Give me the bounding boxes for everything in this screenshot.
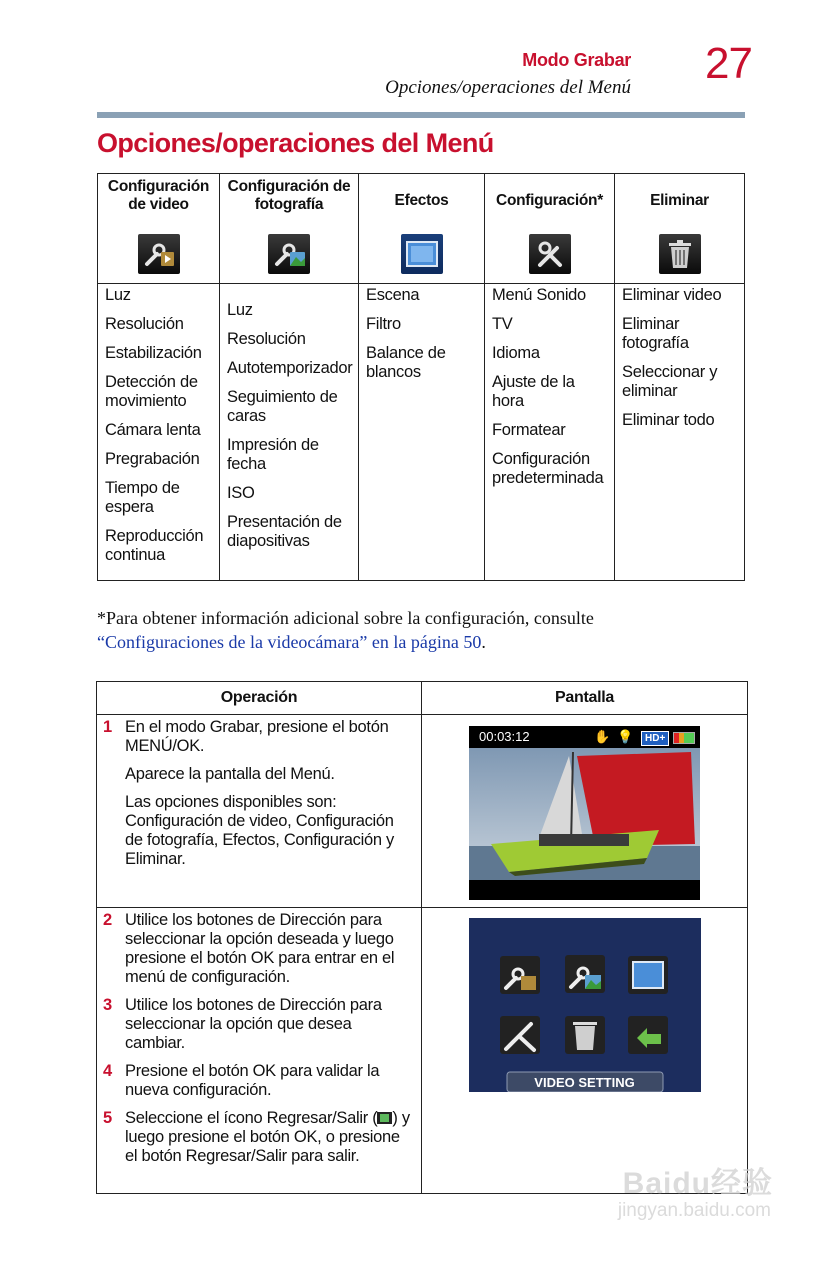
- screen-cell: [422, 908, 748, 1194]
- screen-cell: [422, 715, 748, 908]
- step-text: En el modo Grabar, presione el botón MENÚ/OK.: [125, 718, 389, 755]
- list-item: Escena: [366, 286, 420, 304]
- list-item: Ajuste de la hora: [492, 373, 575, 410]
- list-item: Seleccionar y eliminar: [622, 363, 718, 400]
- step-note: Las opciones disponibles son: Configuración de video, Configuración de fotografía, Efectos, Configuración y Eliminar.: [125, 793, 394, 868]
- list-item: TV: [492, 315, 513, 333]
- step-4: [103, 1062, 415, 1100]
- setting-icon: [500, 1016, 540, 1054]
- page-title: Opciones/operaciones del Menú: [97, 128, 494, 158]
- operations-table: [96, 681, 748, 1194]
- list-item: Detección de movimiento: [105, 373, 198, 410]
- video-setting-icon: [500, 956, 540, 994]
- setting-items: [485, 284, 615, 581]
- recording-time: 00:03:12: [479, 729, 530, 744]
- header-rule: [97, 112, 745, 118]
- list-item: Balance de blancos: [366, 344, 446, 381]
- list-item: ISO: [227, 484, 255, 502]
- light-bulb-icon: 💡: [617, 729, 634, 744]
- list-item: Seguimiento de caras: [227, 388, 338, 425]
- col-setting: [485, 174, 615, 284]
- watermark-logo: Baidu经验: [622, 1167, 773, 1200]
- step-1: [103, 718, 415, 756]
- list-item: Resolución: [105, 315, 184, 333]
- col-screen: Pantalla: [422, 682, 748, 715]
- operation-cell: [97, 715, 422, 908]
- step-5: [103, 1109, 415, 1166]
- photo-setting-items: [220, 284, 359, 581]
- menu-header-row: [98, 174, 745, 284]
- list-item: Idioma: [492, 344, 540, 362]
- photo-setting-icon: [268, 234, 310, 274]
- delete-items: [615, 284, 745, 581]
- list-item: Autotemporizador: [227, 359, 353, 377]
- settings-page-link[interactable]: “Configuraciones de la videocámara” en la página 50: [97, 632, 482, 652]
- step-text: [125, 1109, 415, 1166]
- resolution-badge: HD+: [641, 731, 669, 746]
- list-item: Reproducción continua: [105, 527, 204, 564]
- footnote-end: .: [481, 632, 486, 652]
- list-item: Pregrabación: [105, 450, 200, 468]
- menu-items-row: [98, 284, 745, 581]
- photo-setting-icon: [565, 955, 605, 993]
- list-item: Luz: [105, 286, 131, 304]
- footnote: [97, 606, 757, 654]
- list-item: Filtro: [366, 315, 401, 333]
- ops-row-2: [97, 908, 748, 1194]
- step-text-after: ) y luego presione el botón OK, o presione el botón Regresar/Salir para salir.: [125, 1109, 410, 1165]
- step-number: 4: [103, 1062, 112, 1080]
- col-label: Configuración*: [496, 192, 603, 209]
- watermark-url: jingyan.baidu.com: [617, 1200, 771, 1221]
- video-setting-icon: [138, 234, 180, 274]
- list-item: Eliminar todo: [622, 411, 715, 429]
- col-operation: Operación: [97, 682, 422, 715]
- list-item: Eliminar fotografía: [622, 315, 689, 352]
- ops-header-row: [97, 682, 748, 715]
- setting-icon: [529, 234, 571, 274]
- list-item: Estabilización: [105, 344, 202, 362]
- col-label: Configuración de video: [107, 178, 210, 213]
- effects-items: [359, 284, 485, 581]
- col-label: Configuración de fotografía: [227, 178, 351, 213]
- step-text: Utilice los botones de Dirección para seleccionar la opción que desea cambiar.: [125, 996, 382, 1052]
- effects-icon: [628, 956, 668, 994]
- list-item: Tiempo de espera: [105, 479, 180, 516]
- col-effects: [359, 174, 485, 284]
- menu-options-table: [97, 173, 745, 581]
- col-label: Efectos: [394, 192, 449, 209]
- page-number: 27: [705, 39, 752, 88]
- list-item: Resolución: [227, 330, 306, 348]
- trash-icon: [565, 1016, 605, 1054]
- step-text: Presione el botón OK para validar la nueva configuración.: [125, 1062, 380, 1099]
- footnote-text: *Para obtener información adicional sobre la configuración, consulte: [97, 608, 594, 628]
- hand-stabilizer-icon: ✋: [594, 729, 611, 744]
- step-number: 5: [103, 1109, 112, 1127]
- col-delete: [615, 174, 745, 284]
- step-2: [103, 911, 415, 987]
- camera-preview-screen: [469, 726, 700, 900]
- list-item: Luz: [227, 301, 253, 319]
- menu-screen-label: VIDEO SETTING: [534, 1075, 635, 1090]
- back-exit-icon: [628, 1016, 668, 1054]
- back-exit-icon: [377, 1112, 392, 1124]
- operation-cell: [97, 908, 422, 1194]
- step-number: 3: [103, 996, 112, 1014]
- list-item: Presentación de diapositivas: [227, 513, 342, 550]
- step-text-before: Seleccione el ícono Regresar/Salir (: [125, 1109, 378, 1127]
- list-item: Eliminar video: [622, 286, 722, 304]
- list-item: Formatear: [492, 421, 566, 439]
- list-item: Menú Sonido: [492, 286, 586, 304]
- section-title: Modo Grabar: [522, 50, 631, 70]
- menu-screen: [469, 918, 701, 1092]
- battery-icon: [673, 732, 695, 744]
- step-number: 1: [103, 718, 112, 736]
- effects-icon: [401, 234, 443, 274]
- step-text: Utilice los botones de Dirección para seleccionar la opción deseada y luego presione el botón OK para entrar en el menú de configuración.: [125, 911, 395, 986]
- col-video-setting: [98, 174, 220, 284]
- list-item: Configuración predeterminada: [492, 450, 604, 487]
- step-note: Aparece la pantalla del Menú.: [125, 765, 335, 783]
- col-photo-setting: [220, 174, 359, 284]
- col-label: Eliminar: [650, 192, 709, 209]
- step-number: 2: [103, 911, 112, 929]
- ops-row-1: [97, 715, 748, 908]
- video-setting-items: [98, 284, 220, 581]
- step-3: [103, 996, 415, 1053]
- subsection-title: Opciones/operaciones del Menú: [385, 77, 631, 98]
- trash-icon: [659, 234, 701, 274]
- list-item: Cámara lenta: [105, 421, 201, 439]
- list-item: Impresión de fecha: [227, 436, 319, 473]
